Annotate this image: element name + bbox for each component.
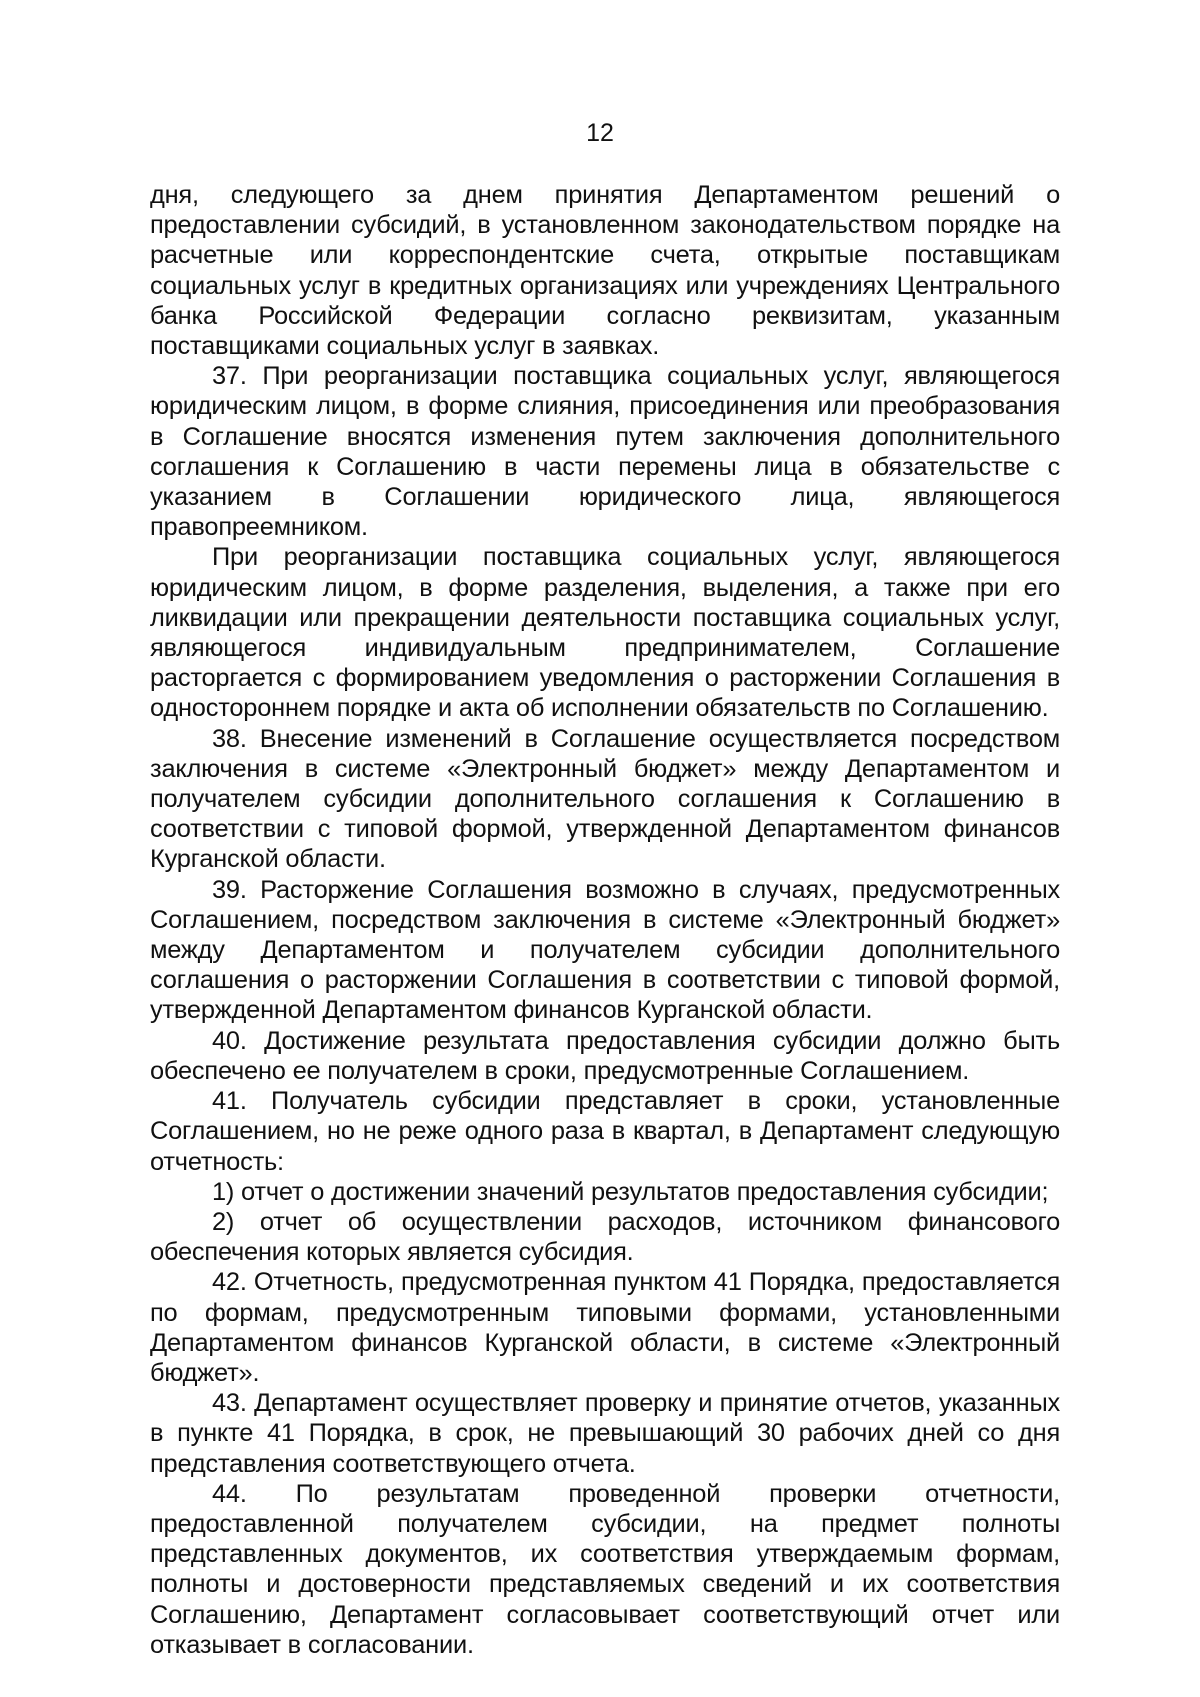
paragraph-item-41: 41. Получатель субсидии представляет в сроки, установленные Соглашением, но не реже одного раза в квартал, в Департамент следующую отчетность: xyxy=(150,1087,1060,1176)
paragraph-continuation: дня, следующего за днем принятия Департаментом решений о предоставлении субсидий, в установленном законодательством порядке на расчетные или корреспондентские счета, открытые поставщикам социальных услуг в кредитных организациях или учреждениях Центрального банка Российской Федерации согласно реквизитам, указанным поставщиками социальных услуг в заявках. xyxy=(150,181,1060,361)
paragraph-item-41-sub-1: 1) отчет о достижении значений результатов предоставления субсидии; xyxy=(212,1177,1049,1206)
paragraph-item-44: 44. По результатам проведенной проверки отчетности, предоставленной получателем субсидии, на предмет полноты представленных документов, их соответствия утверждаемым формам, полноты и достоверности представляемых сведений и их соответствия Соглашению, Департамент согласовывает соответствующий отчет или отказывает в согласовании. xyxy=(150,1479,1060,1659)
paragraph-item-41-sub-2: 2) отчет об осуществлении расходов, источником финансового обеспечения которых является субсидия. xyxy=(150,1207,1060,1267)
paragraph-item-37-part-2: При реорганизации поставщика социальных услуг, являющегося юридическим лицом, в форме разделения, выделения, а также при его ликвидации или прекращении деятельности поставщика социальных услуг, являющегося индивидуальным предпринимателем, Соглашение расторгается с формированием уведомления о расторжении Соглашения в одностороннем порядке и акта об исполнении обязательств по Соглашению. xyxy=(150,543,1060,723)
paragraph-item-42: 42. Отчетность, предусмотренная пунктом 41 Порядка, предоставляется по формам, предусмотренным типовыми формами, установленными Департаментом финансов Курганской области, в системе «Электронный бюджет». xyxy=(150,1268,1060,1387)
paragraph-item-43: 43. Департамент осуществляет проверку и принятие отчетов, указанных в пункте 41 Порядка, в срок, не превышающий 30 рабочих дней со дня представления соответствующего отчета. xyxy=(150,1389,1060,1478)
document-body xyxy=(150,180,1060,1660)
paragraph-item-38: 38. Внесение изменений в Соглашение осуществляется посредством заключения в системе «Электронный бюджет» между Департаментом и получателем субсидии дополнительного соглашения к Соглашению в соответствии с типовой формой, утвержденной Департаментом финансов Курганской области. xyxy=(150,724,1060,874)
paragraph-item-40: 40. Достижение результата предоставления субсидии должно быть обеспечено ее получателем в сроки, предусмотренные Соглашением. xyxy=(150,1026,1060,1085)
page-number: 12 xyxy=(586,119,614,147)
paragraph-item-37: 37. При реорганизации поставщика социальных услуг, являющегося юридическим лицом, в форме слияния, присоединения или преобразования в Соглашение вносятся изменения путем заключения дополнительного соглашения к Соглашению в части перемены лица в обязательстве с указанием в Соглашении юридического лица, являющегося правопреемником. xyxy=(150,362,1060,542)
paragraph-item-39: 39. Расторжение Соглашения возможно в случаях, предусмотренных Соглашением, посредством заключения в системе «Электронный бюджет» между Департаментом и получателем субсидии дополнительного соглашения о расторжении Соглашения в соответствии с типовой формой, утвержденной Департаментом финансов Курганской области. xyxy=(150,875,1060,1025)
